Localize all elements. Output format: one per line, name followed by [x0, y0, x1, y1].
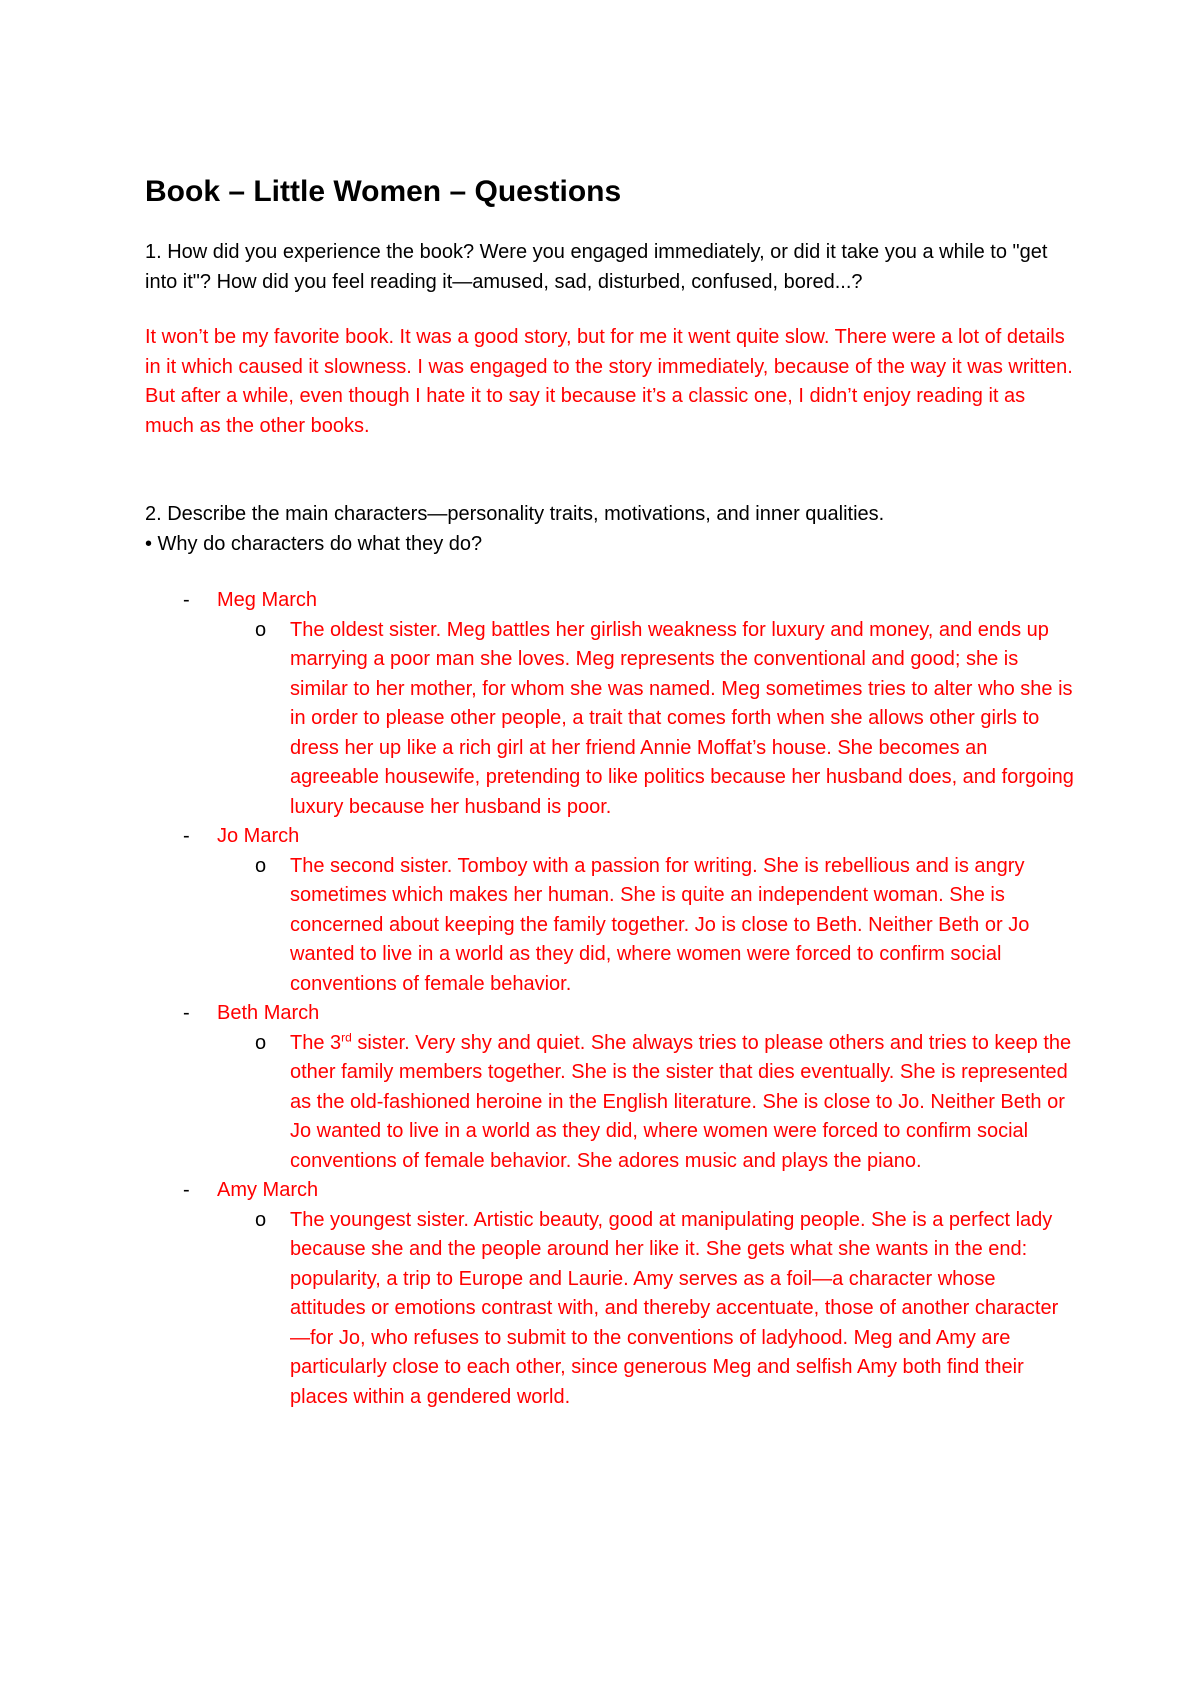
- dash-bullet: -: [183, 589, 190, 611]
- character-item-meg: [145, 586, 1075, 822]
- circle-bullet: o: [255, 854, 267, 877]
- character-item-jo: [145, 822, 1075, 999]
- question-2-section: [145, 500, 1075, 1412]
- ordinal-superscript: rd: [341, 1029, 352, 1044]
- description-prefix: The 3: [290, 1031, 342, 1054]
- character-name: Amy March: [217, 1179, 319, 1201]
- character-description: The second sister. Tomboy with a passion for writing. She is rebellious and is angry sometimes which makes her human. She is quite an independent woman. She is concerned about keeping the family together. Jo is close to Beth. Neither Beth or Jo wanted to live in a world as they did, where women were forced to confirm social conventions of female behavior.: [290, 854, 1030, 995]
- character-item-amy: [145, 1176, 1075, 1412]
- question-2-subquestion: • Why do characters do what they do?: [145, 532, 483, 555]
- circle-bullet: o: [255, 1031, 267, 1054]
- question-1-section: [145, 238, 1075, 441]
- dash-bullet: -: [183, 1179, 190, 1201]
- dash-bullet: -: [183, 825, 190, 847]
- character-list: [145, 586, 1075, 1412]
- circle-bullet: o: [255, 1208, 267, 1231]
- character-description: The youngest sister. Artistic beauty, good at manipulating people. She is a perfect lady because she and the people around her like it. She gets what she wants in the end: popularity, a trip to Europe and Laurie. Amy serves as a foil—a character whose attitudes or emotions contrast with, and thereby accentuate, those of another character—for Jo, who refuses to submit to the conventions of ladyhood. Meg and Amy are particularly close to each other, since generous Meg and selfish Amy both find their places within a gendered world.: [290, 1208, 1059, 1408]
- document-content: [145, 172, 1075, 1412]
- character-name: Meg March: [217, 589, 318, 611]
- document-title: Book – Little Women – Questions: [145, 175, 622, 208]
- dash-bullet: -: [183, 1002, 190, 1024]
- character-description: The oldest sister. Meg battles her girlish weakness for luxury and money, and ends up marrying a poor man she loves. Meg represents the conventional and good; she is similar to her mother, for whom she was named. Meg sometimes tries to alter who she is in order to please other people, a trait that comes forth when she allows other girls to dress her up like a rich girl at her friend Annie Moffat’s house. She becomes an agreeable housewife, pretending to like politics because her husband does, and forgoing luxury because her husband is poor.: [290, 618, 1074, 818]
- question-1-text: 1. How did you experience the book? Were you engaged immediately, or did it take you a while to "get into it"? How did you feel reading it—amused, sad, disturbed, confused, bored...?: [145, 241, 1048, 293]
- character-name: Jo March: [217, 825, 300, 847]
- character-description: [290, 1029, 1075, 1177]
- character-item-beth: [145, 999, 1075, 1176]
- description-rest: sister. Very shy and quiet. She always tries to please others and tries to keep the other family members together. She is the sister that dies eventually. She is represented as the old-fashioned heroine in the English literature. She is close to Jo. Neither Beth or Jo wanted to live in a world as they did, where women were forced to confirm social conventions of female behavior. She adores music and plays the piano.: [290, 1031, 1072, 1172]
- question-2-text: 2. Describe the main characters—personality traits, motivations, and inner qualities.: [145, 503, 885, 525]
- question-1-answer: It won’t be my favorite book. It was a good story, but for me it went quite slow. There were a lot of details in it which caused it slowness. I was engaged to the story immediately, because of the way it was written. But after a while, even though I hate it to say it because it’s a classic one, I didn’t enjoy reading it as much as the other books.: [145, 326, 1073, 437]
- circle-bullet: o: [255, 618, 267, 641]
- character-name: Beth March: [217, 1002, 320, 1024]
